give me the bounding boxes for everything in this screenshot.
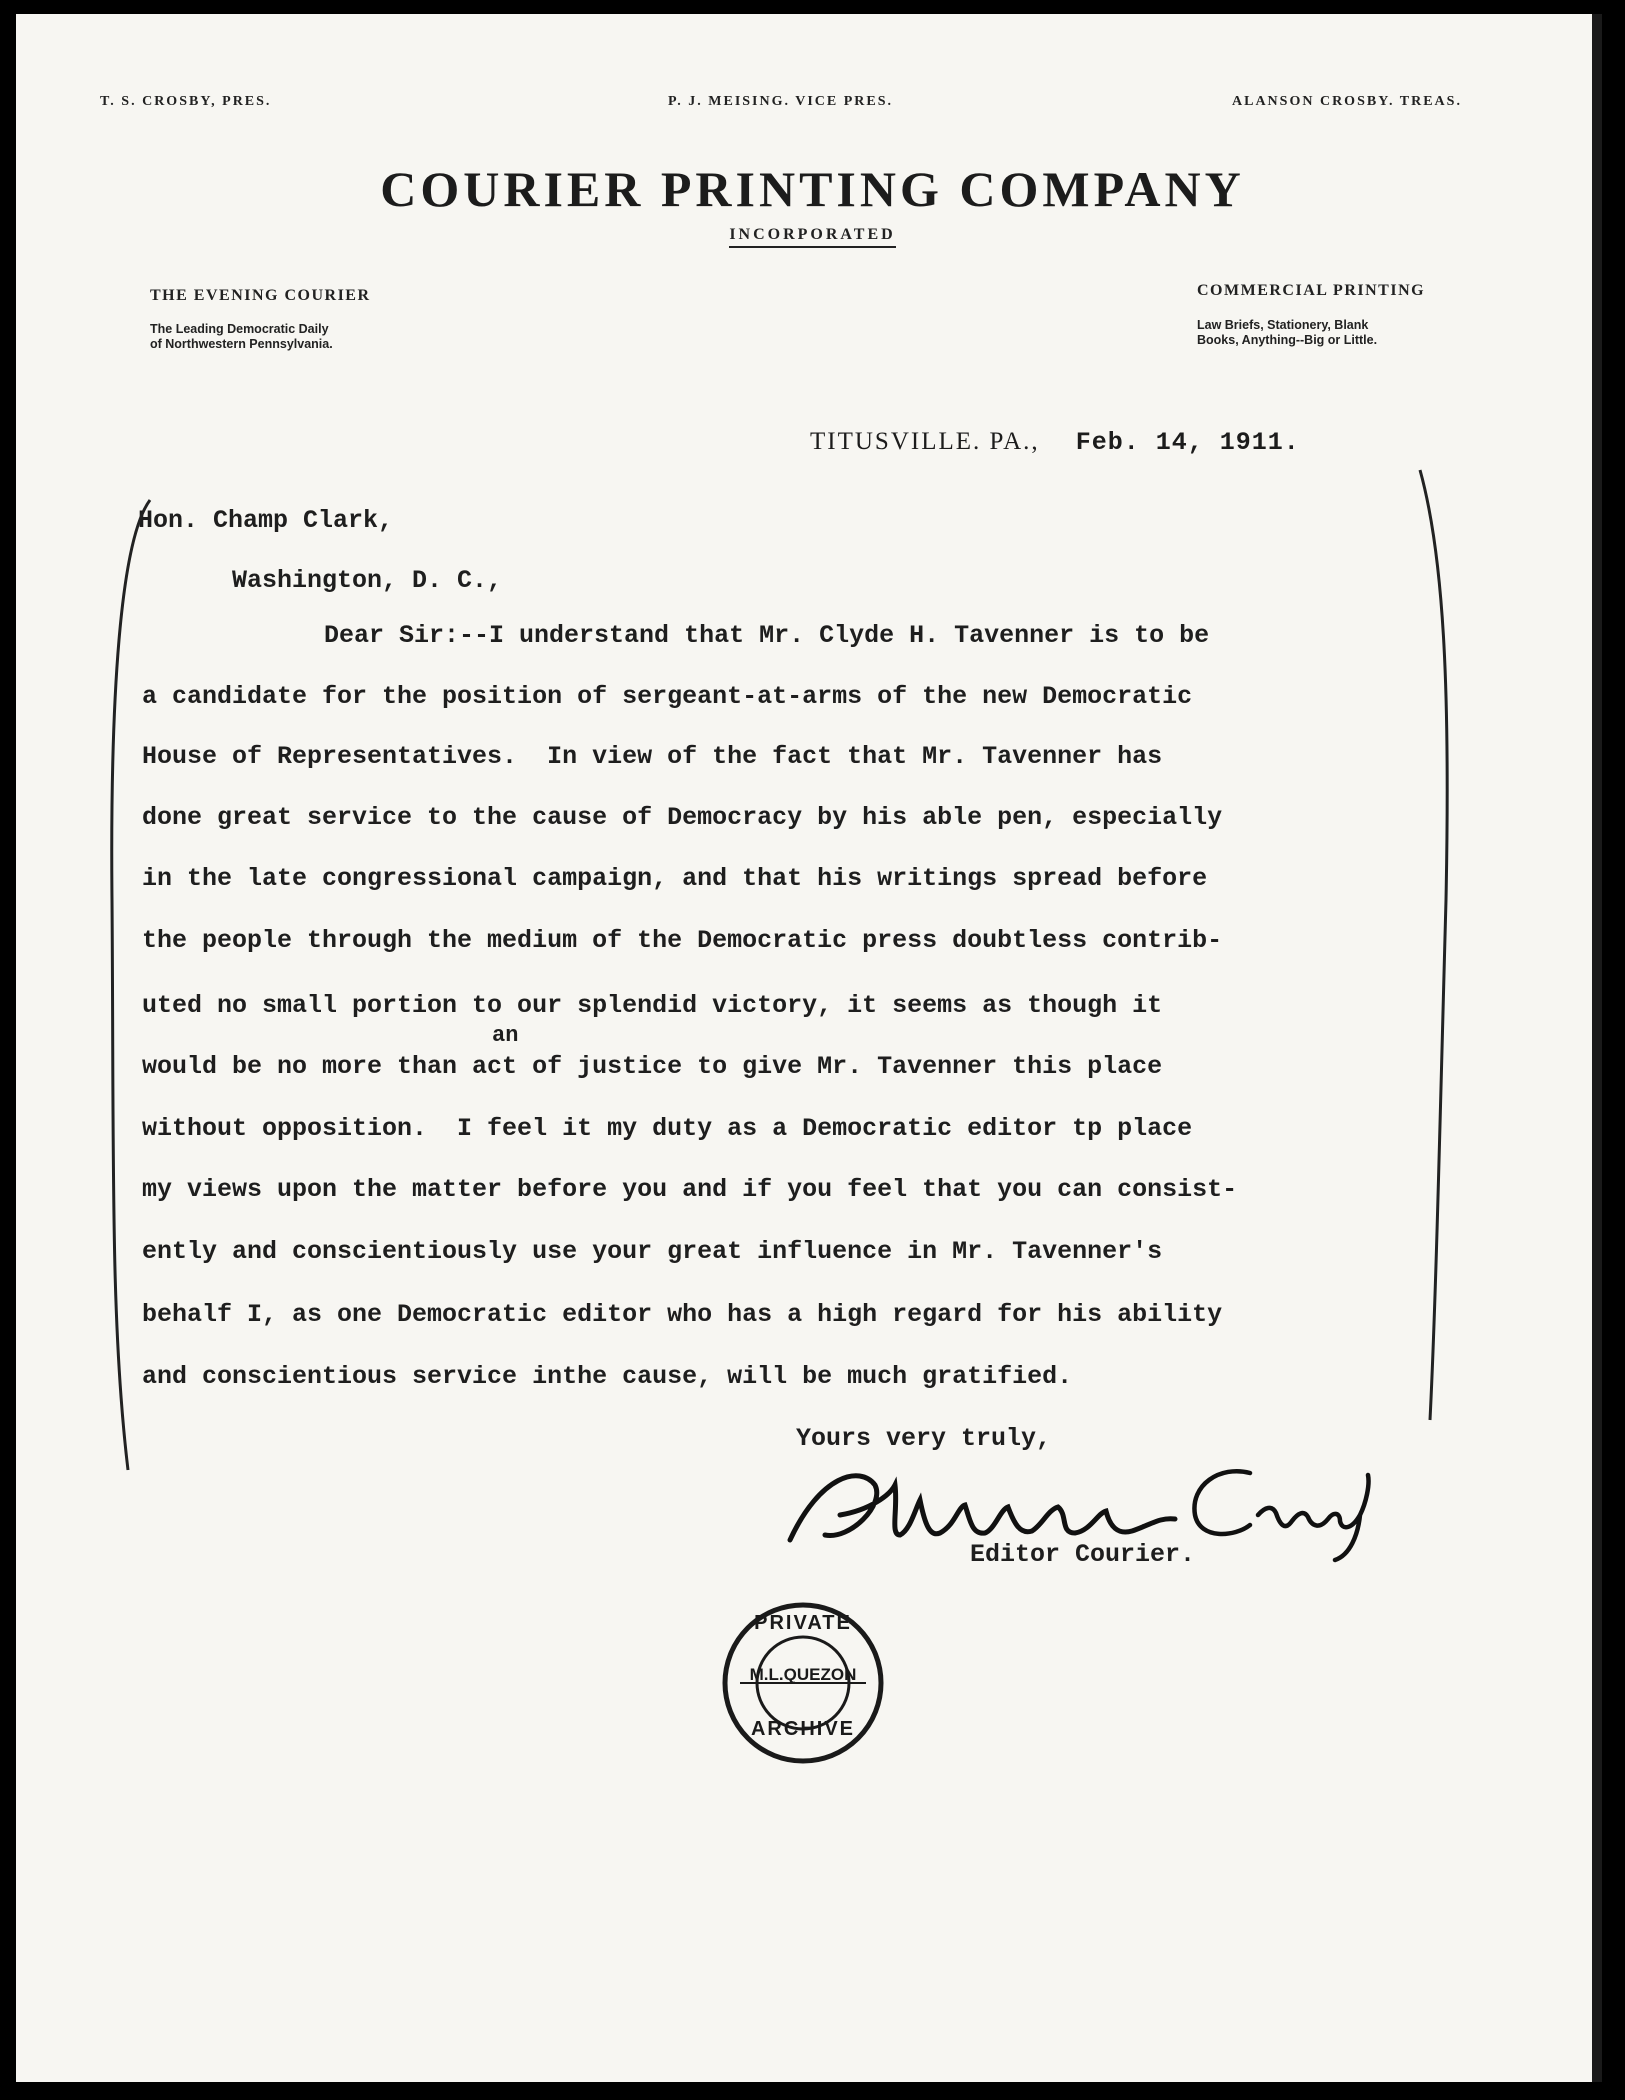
letter-date: Feb. 14, 1911. (1075, 428, 1300, 457)
body-line: done great service to the cause of Democracy by his able pen, especially (142, 803, 1223, 832)
left-heading: THE EVENING COURIER (150, 287, 371, 304)
body-line: my views upon the matter before you and if you feel that you can consist- (142, 1175, 1238, 1204)
left-sub-line: of Northwestern Pennsylvania. (150, 337, 333, 351)
body-line: uted no small portion to our splendid victory, it seems as though it (142, 991, 1163, 1020)
body-line: ently and conscientiously use your great influence in Mr. Tavenner's (142, 1237, 1163, 1266)
body-line: the people through the medium of the Democratic press doubtless contrib- (142, 926, 1223, 955)
stamp-middle-text: M.L.QUEZON (749, 1665, 857, 1684)
officer-vice-president: P. J. MEISING. VICE PRES. (668, 94, 894, 109)
stamp-top-text: PRIVATE (754, 1612, 852, 1634)
recipient-name: Hon. Champ Clark, (138, 506, 394, 535)
salutation: Dear Sir:-- (324, 621, 490, 650)
officer-treasurer: ALANSON CROSBY. TREAS. (1232, 94, 1462, 109)
incorporated-text: INCORPORATED (729, 226, 895, 248)
body-line: behalf I, as one Democratic editor who has a high regard for his ability (142, 1300, 1223, 1329)
body-line: in the late congressional campaign, and that his writings spread before (142, 864, 1208, 893)
right-sub-line: Law Briefs, Stationery, Blank (1197, 318, 1369, 332)
officer-president: T. S. CROSBY, PRES. (100, 94, 272, 109)
body-line: and conscientious service inthe cause, will be much gratified. (142, 1362, 1073, 1391)
recipient-address: Washington, D. C., (232, 566, 503, 595)
closing: Yours very truly, (796, 1424, 1052, 1453)
right-sub-line: Books, Anything--Big or Little. (1197, 333, 1378, 347)
left-sub-line: The Leading Democratic Daily (150, 322, 329, 336)
handwritten-insertion: an (492, 1023, 519, 1048)
company-name: COURIER PRINTING COMPANY (380, 161, 1245, 217)
signer-title: Editor Courier. (970, 1540, 1196, 1569)
stamp-bottom-text: ARCHIVE (750, 1718, 855, 1740)
body-line: I understand that Mr. Clyde H. Tavenner is to be (489, 621, 1210, 650)
right-heading: COMMERCIAL PRINTING (1197, 282, 1426, 299)
body-line: a candidate for the position of sergeant-at-arms of the new Democratic (142, 682, 1193, 711)
body-line: would be no more than act of justice to give Mr. Tavenner this place (142, 1052, 1163, 1081)
place: TITUSVILLE. PA., (810, 428, 1040, 455)
body-line: without opposition. I feel it my duty as a Democratic editor tp place (142, 1114, 1193, 1143)
body-line: House of Representatives. In view of the fact that Mr. Tavenner has (142, 742, 1163, 771)
